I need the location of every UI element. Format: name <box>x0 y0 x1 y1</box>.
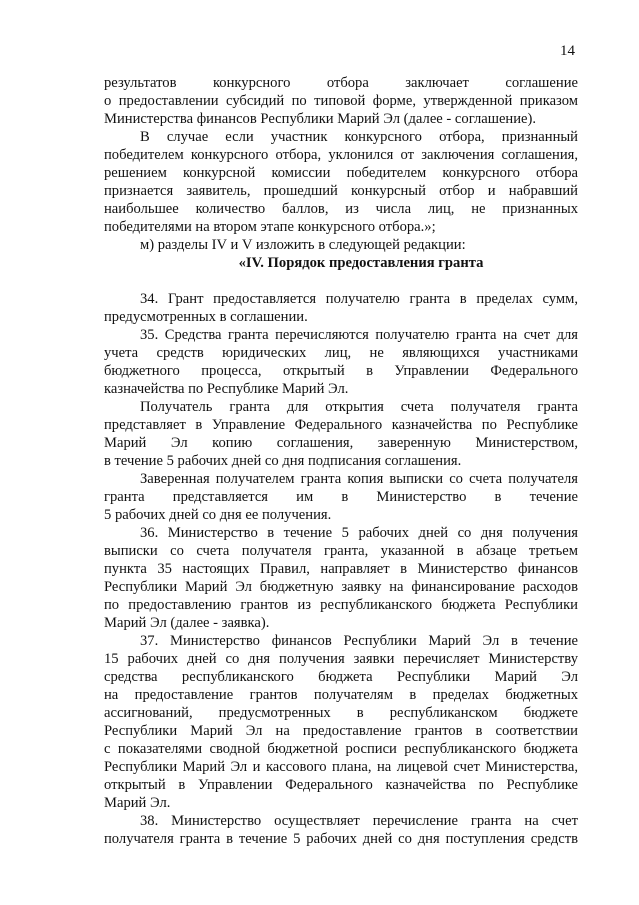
text-line: Республики Марий Эл и кассового плана, на лицевой счет Министерства, <box>104 759 578 775</box>
text-line: бюджетного процесса, открытый в Управлении Федерального <box>104 363 578 379</box>
text-line: победителем конкурсного отбора, уклонился от заключения соглашения, <box>104 147 578 163</box>
text-line: 36. Министерство в течение 5 рабочих дней со дня получения <box>140 525 578 541</box>
text-line: признается заявитель, прошедший конкурсный отбор и набравший <box>104 183 578 199</box>
text-line: Заверенная получателем гранта копия выписки со счета получателя <box>140 471 578 487</box>
text-line: Марий Эл (далее - заявка). <box>104 615 270 631</box>
text-line: выписки со счета получателя гранта, указанной в абзаце третьем <box>104 543 578 559</box>
text-line: 38. Министерство осуществляет перечисление гранта на счет <box>140 813 578 829</box>
text-line: Республики Марий Эл бюджетную заявку на финансирование расходов <box>104 579 578 595</box>
text-line: м) разделы IV и V изложить в следующей редакции: <box>140 237 466 253</box>
text-line: 37. Министерство финансов Республики Марий Эл в течение <box>140 633 578 649</box>
text-line: пункта 35 настоящих Правил, направляет в Министерство финансов <box>104 561 578 577</box>
text-line: Марий Эл. <box>104 795 171 811</box>
text-line: средства республиканского бюджета Республики Марий Эл <box>104 669 578 685</box>
text-line: 34. Грант предоставляется получателю гранта в пределах сумм, <box>140 291 578 307</box>
blank-line <box>104 272 578 290</box>
text-line: В случае если участник конкурсного отбора, признанный <box>140 129 578 145</box>
document-body <box>104 74 578 848</box>
text-line: Получатель гранта для открытия счета получателя гранта <box>140 399 578 415</box>
text-line: представляет в Управление Федерального казначейства по Республике <box>104 417 578 433</box>
text-line: в течение 5 рабочих дней со дня подписания соглашения. <box>104 453 462 469</box>
text-line: результатов конкурсного отбора заключает соглашение <box>104 75 578 91</box>
text-line: о предоставлении субсидий по типовой форме, утвержденной приказом <box>104 93 578 109</box>
text-line: Республики Марий Эл на предоставление грантов в соответствии <box>104 723 578 739</box>
text-line: на предоставление грантов получателям в пределах бюджетных <box>104 687 578 703</box>
text-line: гранта представляется им в Министерство в течение <box>104 489 578 505</box>
text-line: победителями на втором этапе конкурсного отбора.»; <box>104 219 436 235</box>
text-line: 5 рабочих дней со дня ее получения. <box>104 507 332 523</box>
text-line: по предоставлению грантов из республиканского бюджета Республики <box>104 597 578 613</box>
text-line: открытый в Управлении Федерального казначейства по Республике <box>104 777 578 793</box>
text-line: учета средств юридических лиц, не являющихся участниками <box>104 345 578 361</box>
text-line: наибольшее количество баллов, из числа лиц, не признанных <box>104 201 578 217</box>
text-line: предусмотренных в соглашении. <box>104 309 308 325</box>
page-number: 14 <box>560 43 575 59</box>
text-line: получателя гранта в течение 5 рабочих дней со дня поступления средств <box>104 831 578 847</box>
text-line: казначейства по Республике Марий Эл. <box>104 381 349 397</box>
text-line: Марий Эл копию соглашения, заверенную Министерством, <box>104 435 578 451</box>
section-heading: «IV. Порядок предоставления гранта <box>238 255 484 271</box>
text-line: ассигнований, предусмотренных в республиканском бюджете <box>104 705 578 721</box>
text-line: с показателями сводной бюджетной росписи республиканского бюджета <box>104 741 578 757</box>
text-line: 35. Средства гранта перечисляются получателю гранта на счет для <box>140 327 578 343</box>
text-line: 15 рабочих дней со дня получения заявки перечисляет Министерству <box>104 651 578 667</box>
text-line: Министерства финансов Республики Марий Эл (далее - соглашение). <box>104 111 537 127</box>
text-line: решением конкурсной комиссии победителем конкурсного отбора <box>104 165 578 181</box>
